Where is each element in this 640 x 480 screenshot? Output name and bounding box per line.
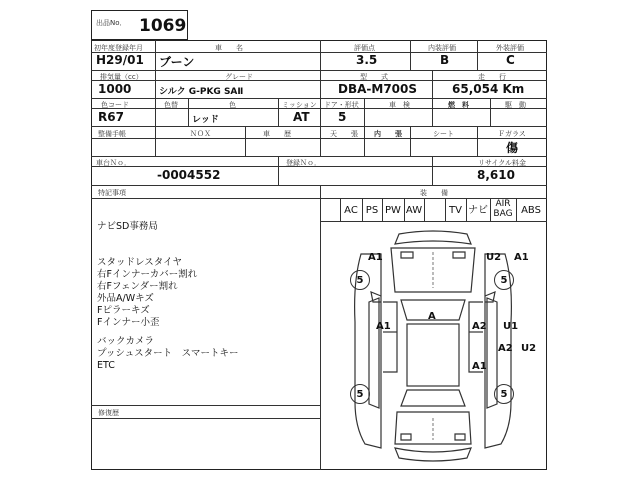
mark-a1-front-left: A1 [368,252,383,263]
mark-a1-rear-right: A1 [472,361,487,372]
recycle-fee-label: リサイクル料金 [478,159,527,167]
equip-ac: AC [344,205,358,216]
registration-number-label: 登録Ｎｏ． [286,159,321,167]
mark-u2-front-right: U2 [486,252,502,263]
exterior-grade-label: 外装評価 [496,44,524,52]
inspection-label: 車 検 [389,101,410,109]
mark-a2-right-side: A2 [472,321,487,332]
color-value: レッド [192,115,219,125]
transmission-label: ミッション [282,101,317,109]
exterior-grade-value: C [506,53,515,67]
transmission-value: AT [293,110,310,124]
equipment-label: 装 備 [420,189,448,197]
color-label: 色 [229,101,236,109]
color-code-value: R67 [98,110,124,124]
mark-a1-left-side: A1 [376,321,391,332]
lot-number-value: 1069 [139,16,187,36]
equip-ps: PS [365,205,379,216]
model-code-label: 型 式 [360,73,388,81]
note-line-3: 右Fインナーカバー割れ [97,269,198,280]
equip-pw: PW [385,205,401,216]
equip-abs: ABS [521,205,541,216]
maintenance-book-label: 整備手帳 [98,130,126,138]
note-line-4: 右Fフェンダー割れ [97,281,178,292]
grade-label: グレード [225,73,253,81]
note-line-8: バックカメラ [97,336,155,347]
lot-number-label: 出品No． [96,19,127,27]
first-registration-label: 初年度登録年月 [94,44,143,52]
note-line-6: Fピラーキズ [97,305,150,316]
roof-lining-label: 天 張 [330,130,358,138]
equip-airbag-line1: AIR [495,199,511,209]
color-change-label: 色替 [164,101,178,109]
front-glass-label: Ｆガラス [498,130,526,138]
equip-aw: AW [405,205,423,216]
equip-airbag [490,200,516,219]
note-line-10: ETC [97,360,115,371]
chassis-number-value: -0004552 [157,168,221,182]
score-value: 3.5 [356,53,378,67]
door-shape-label: ドア・形状 [324,101,359,109]
score-label: 評価点 [354,44,375,52]
note-line-2: スタッドレスタイヤ [97,257,183,268]
recycle-fee-value: 8,610 [477,168,515,182]
equip-tv: TV [449,205,462,216]
displacement-value: 1000 [98,82,132,96]
equip-navi: ナビ [468,205,488,216]
model-code-value: DBA-M700S [338,82,418,96]
door-shape-value: 5 [338,110,347,124]
car-name-value: ブーン [159,55,195,69]
mileage-value: 65,054 Km [452,82,525,96]
tire-front-left: 5 [350,270,370,290]
drive-label: 駆 動 [505,101,526,109]
front-glass-value: 傷 [506,141,519,155]
interior-grade-value: B [440,53,450,67]
interior-grade-label: 内装評価 [428,44,456,52]
interior-trim-label: 内 張 [374,130,402,138]
color-code-label: 色コード [101,101,129,109]
vehicle-history-label: 車 歴 [263,130,291,138]
equip-airbag-line2: BAG [493,208,513,219]
chassis-number-label: 車台Ｎｏ． [96,159,131,167]
displacement-label: 排気量（cc） [100,73,143,81]
seat-label: シート [433,130,454,138]
tire-rear-left: 5 [350,384,370,404]
fuel-label: 燃 料 [448,101,469,109]
first-registration-value: H29/01 [96,53,144,67]
tire-rear-right: 5 [494,384,514,404]
car-name-label: 車 名 [215,44,243,52]
nox-label: ＮＯＸ [190,130,211,138]
note-line-7: Fインナー小歪 [97,317,160,328]
repair-history-label: 修復歴 [98,409,119,417]
notes-label: 特記事項 [98,189,126,197]
lot-number-box [91,10,188,40]
note-line-1: ナビSD事務局 [97,221,158,232]
mark-a1-front-right: A1 [514,252,529,263]
note-line-5: 外品A/Wキズ [97,293,154,304]
note-line-9: プッシュスタート スマートキー [97,348,239,359]
mileage-label: 走 行 [478,73,506,81]
mark-u1-right-side: U1 [503,321,519,332]
mark-a-center: A [428,311,436,322]
mark-a2-rear-right: A2 [498,343,513,354]
tire-front-right: 5 [494,270,514,290]
grade-value: シルク G-PKG SAⅡ [159,87,244,97]
mark-u2-rear-right: U2 [521,343,537,354]
